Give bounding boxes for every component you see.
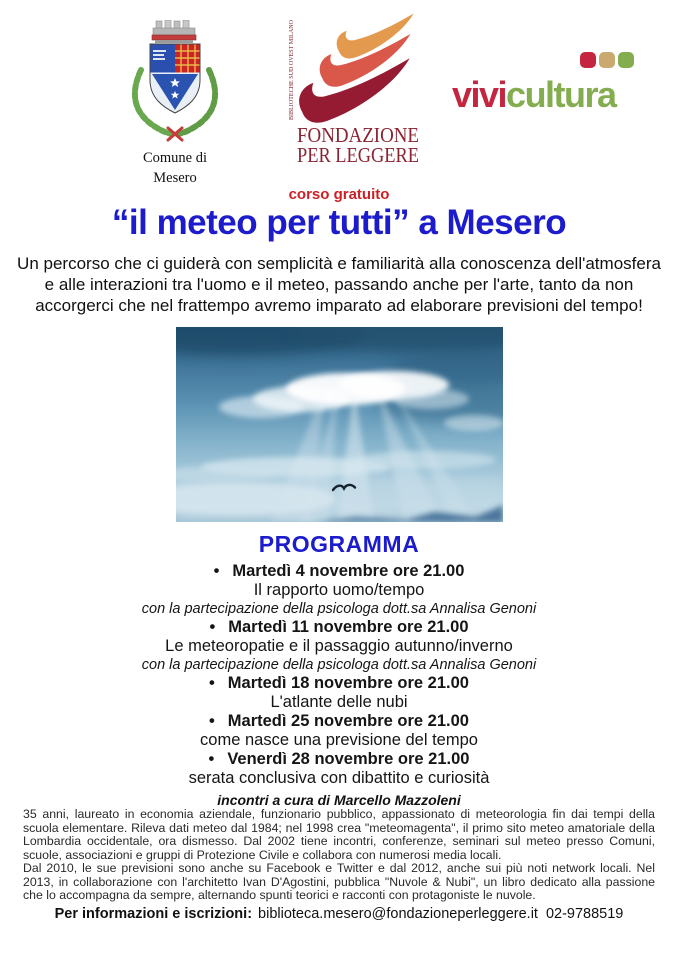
program-item-topic: L'atlante delle nubi: [270, 693, 408, 711]
intro-line3: accorgerci che nel frattempo avremo imparato ad elaborare previsioni del tempo!: [35, 296, 643, 315]
program-item-topic: come nasce una previsione del tempo: [200, 731, 478, 749]
program-item-date: [0, 712, 678, 731]
vivicultura-squares-icon: [580, 52, 634, 68]
program-item-topic: Il rapporto uomo/tempo: [253, 581, 425, 599]
fondazione-name-line1: FONDAZIONE: [297, 123, 419, 147]
sky-sunrays-photo: [176, 327, 503, 522]
contact-line: [0, 906, 678, 922]
program-item-date-text: Venerdì 28 novembre ore 21.00: [227, 750, 470, 768]
program-item-date-text: Martedì 11 novembre ore 21.00: [228, 618, 469, 636]
vivicultura-wordmark-vivi: vivi: [452, 74, 507, 115]
comune-coat-of-arms-icon: [119, 20, 231, 142]
program-item-date-text: Martedì 18 novembre ore 21.00: [227, 674, 469, 692]
red-square-icon: [580, 52, 596, 68]
program-item-note: con la partecipazione della psicologa dott.sa Annalisa Genoni: [141, 657, 537, 673]
program-item-topic: Le meteoropatie e il passaggio autunno/inverno: [165, 637, 513, 655]
bullet-icon: •: [209, 674, 215, 692]
program-list: [0, 562, 678, 788]
logos-row: [0, 0, 678, 184]
program-item-date: [0, 618, 678, 637]
bullet-icon: •: [208, 750, 215, 768]
fondazione-swoosh-icon: [283, 6, 425, 168]
page-title: “il meteo per tutti” a Mesero: [111, 203, 567, 242]
program-item-date-text: Martedì 25 novembre ore 21.00: [227, 712, 469, 730]
program-item: [0, 712, 678, 750]
curator-line: incontri a cura di Marcello Mazzoleni: [217, 792, 461, 808]
contact-email[interactable]: biblioteca.mesero@fondazioneperleggere.it: [258, 906, 538, 922]
comune-di-mesero-logo: [116, 20, 234, 188]
bio-section: [23, 808, 655, 903]
bullet-icon: •: [213, 562, 220, 580]
bio-paragraph-2: Dal 2010, le sue previsioni sono anche su Facebook e Twitter e dal 2012, anche sui più noti network locali. Nel 2013, in collaborazione con l'architetto Ivan D'Agostini, pubblica "Nuvole & Nubi", un libro dedicato alla passione che lo accompagna da sempre, alternando spunti teorici e racconti con protagoniste le nuvole.: [23, 861, 655, 902]
vivicultura-logo: [450, 48, 660, 140]
program-item-topic: serata conclusiva con dibattito e curiosità: [188, 769, 490, 787]
contact-label: Per informazioni e iscrizioni:: [54, 906, 253, 922]
program-item: [0, 618, 678, 674]
fondazione-name-line2: PER LEGGERE: [297, 143, 419, 167]
comune-caption: [116, 149, 234, 188]
vivicultura-wordmark-cultura: cultura: [506, 74, 616, 115]
program-item: [0, 674, 678, 712]
green-square-icon: [618, 52, 634, 68]
bio-paragraph-1: 35 anni, laureato in economia aziendale, funzionario pubblico, appassionato di meteorologia fin dai tempi della scuola elementare. Rileva dati meteo dal 1984; nel 1998 crea "meteomagenta", il primo sito meteo amatoriale della Lombardia occidentale, ora dismesso. Dal 2002 tiene incontri, conferenze, seminari sul meteo presso Comuni, scuole, associazioni e gruppi di Protezione Civile e collabora con numerosi media locali.: [23, 807, 655, 862]
tan-square-icon: [599, 52, 615, 68]
bullet-icon: •: [209, 618, 216, 636]
kicker-corso-gratuito: corso gratuito: [288, 186, 390, 203]
fondazione-per-leggere-logo: [283, 6, 425, 173]
program-item-note: con la partecipazione della psicologa dott.sa Annalisa Genoni: [141, 601, 537, 617]
program-item-date: [0, 674, 678, 693]
contact-phone: 02-9788519: [545, 906, 624, 922]
program-item: [0, 562, 678, 618]
program-item: [0, 750, 678, 788]
program-item-date: [0, 750, 678, 769]
comune-caption-line2: Mesero: [153, 169, 197, 186]
comune-caption-line1: Comune di: [142, 150, 208, 166]
intro-line1: Un percorso che ci guiderà con semplicità e familiarità alla conoscenza dell'atmosfera: [17, 254, 661, 273]
fondazione-vertical-text: BIBLIOTECHE SUD OVEST MILANO: [288, 17, 295, 120]
bullet-icon: •: [209, 712, 215, 730]
program-item-date-text: Martedì 4 novembre ore 21.00: [232, 562, 465, 580]
vivicultura-wordmark: [452, 74, 616, 116]
intro-line2: e alle interazioni tra l'uomo e il meteo, passando anche per l'arte, tanto da non: [44, 275, 634, 294]
program-heading: PROGRAMMA: [258, 531, 420, 557]
program-item-date: [0, 562, 678, 581]
intro-paragraph: [0, 253, 678, 316]
